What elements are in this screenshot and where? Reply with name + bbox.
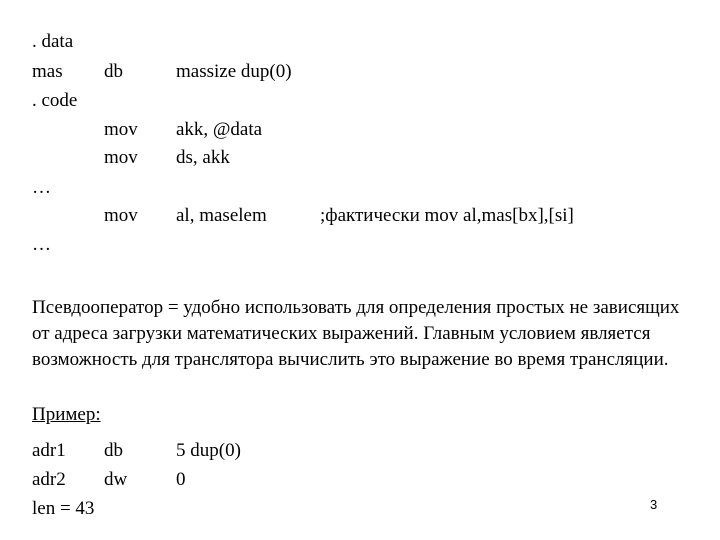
mov1-op: mov bbox=[104, 119, 138, 140]
mas-label: mas bbox=[32, 61, 63, 82]
page-number: 3 bbox=[650, 497, 658, 512]
adr1-arg: 5 dup(0) bbox=[176, 440, 241, 461]
adr2-arg: 0 bbox=[176, 469, 186, 490]
mov3-comment: ;фактически mov al,mas[bx],[si] bbox=[320, 205, 574, 226]
mov2-op: mov bbox=[104, 147, 138, 168]
description-paragraph: Псевдооператор = удобно использовать для определения простых не зависящих от адреса загрузки математических выражений. Главным условием является возможность для транслятора вычислить это выражение во время трансляции. bbox=[32, 297, 680, 370]
mov3-op: mov bbox=[104, 205, 138, 226]
mov3-arg: al, maselem bbox=[176, 205, 267, 226]
code-directive: . code bbox=[32, 90, 78, 111]
ellipsis-1: … bbox=[32, 177, 51, 198]
ellipsis-2: … bbox=[32, 234, 51, 255]
adr2-op: dw bbox=[104, 469, 128, 490]
adr2-label: adr2 bbox=[32, 469, 66, 490]
mas-arg: massize dup(0) bbox=[176, 61, 292, 82]
mov1-arg: akk, @data bbox=[176, 119, 263, 140]
adr1-label: adr1 bbox=[32, 440, 66, 461]
len-line: len = 43 bbox=[32, 498, 95, 519]
mov2-arg: ds, akk bbox=[176, 147, 230, 168]
example-title: Пример: bbox=[32, 404, 101, 425]
data-directive: . data bbox=[32, 31, 74, 52]
mas-op: db bbox=[104, 61, 123, 82]
adr1-op: db bbox=[104, 440, 123, 461]
